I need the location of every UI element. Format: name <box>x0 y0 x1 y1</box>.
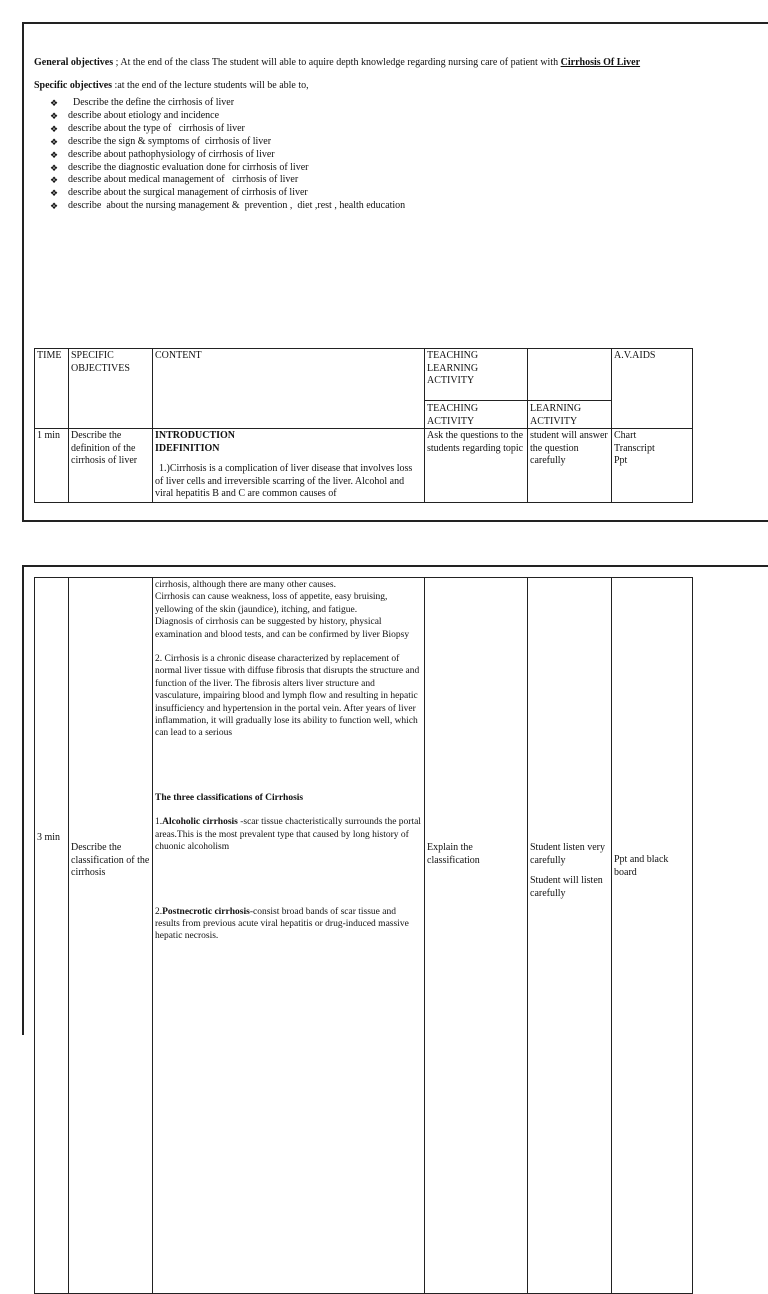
list-item: ❖ describe the diagnostic evaluation done for cirrhosis of liver <box>50 161 309 173</box>
header-content: CONTENT <box>153 349 425 429</box>
header-specific-objectives: SPECIFIC OBJECTIVES <box>69 349 153 429</box>
header-time: TIME <box>35 349 69 429</box>
row-teaching-activity: Ask the questions to the students regarding topic <box>425 429 528 503</box>
content-paragraph: cirrhosis, although there are many other causes. <box>155 580 336 590</box>
content-paragraph: Diagnosis of cirrhosis can be suggested by history, physical examination and blood tests, and can be confirmed by liver Biopsy <box>155 617 410 640</box>
header-teaching-activity: TEACHING ACTIVITY <box>425 400 527 428</box>
alcoholic-cirrhosis-paragraph: 1.Alcoholic cirrhosis -scar tissue chacteristically surrounds the portal areas.This is the most prevalent type that caused by long history of chuonic alcoholism <box>155 817 421 853</box>
header-learning-activity: LEARNING ACTIVITY <box>528 400 611 428</box>
row-time: 3 min <box>35 578 69 1294</box>
row-objective: Describe the classification of the cirrhosis <box>69 578 153 1294</box>
diamond-bullet-icon: ❖ <box>50 188 59 199</box>
document-page-2 <box>22 565 768 1035</box>
list-item: ❖ describe about the surgical management of cirrhosis of liver <box>50 187 308 199</box>
diamond-bullet-icon: ❖ <box>50 123 59 134</box>
list-item: ❖ describe about the type of cirrhosis of liver <box>50 122 245 134</box>
diamond-bullet-icon: ❖ <box>50 98 59 108</box>
general-objectives-label: General objectives <box>34 57 114 68</box>
specific-objectives-text: :at the end of the lecture students will be able to, <box>112 80 309 91</box>
topic-title: Cirrhosis Of Liver <box>560 57 641 68</box>
content-paragraph: Cirrhosis can cause weakness, loss of appetite, easy bruising, yellowing of the skin (jaundice), itching, and fatigue. <box>155 592 388 615</box>
diamond-bullet-icon: ❖ <box>50 201 59 212</box>
list-item: ❖ describe about the nursing management & prevention , diet ,rest , health education <box>50 200 406 212</box>
list-item: ❖ describe about medical management of cirrhosis of liver <box>50 174 299 186</box>
intro-heading: INTRODUCTION <box>155 430 236 441</box>
table-header-row <box>35 349 693 429</box>
diamond-bullet-icon: ❖ <box>50 162 59 173</box>
list-item: ❖ describe about etiology and incidence <box>50 109 220 121</box>
table-row <box>35 429 693 503</box>
list-item: ❖ describe about pathophysiology of cirrhosis of liver <box>50 148 275 160</box>
general-objectives <box>34 56 764 70</box>
header-av-aids: A.V.AIDS <box>612 349 693 429</box>
row-objective: Describe the definition of the cirrhosis of liver <box>69 429 153 503</box>
document-page-1 <box>22 22 768 522</box>
header-tla: TEACHING LEARNING ACTIVITY <box>427 350 479 386</box>
row-time: 1 min <box>35 429 69 503</box>
diamond-bullet-icon: ❖ <box>50 110 59 121</box>
row-content <box>153 578 425 1294</box>
row-learning-activity: student will answer the question carefully <box>528 429 612 503</box>
header-teaching-learning <box>425 349 528 429</box>
diamond-bullet-icon: ❖ <box>50 175 59 186</box>
general-objectives-text: ; At the end of the class The student will able to aquire depth knowledge regarding nursing care of patient with <box>113 57 561 68</box>
lesson-plan-table <box>34 348 693 503</box>
content-paragraph: 2. Cirrhosis is a chronic disease characterized by replacement of normal liver tissue with diffuse fibrosis that disrupts the structure and function of the liver. The fibrosis alters liver structure and vasculature, impairing blood and lymph flow and resulting in hepatic insufficiency and hypertension in the portal vein. After years of liver inflammation, it will gradually lose its ability to function well, which can lead to a serious <box>155 654 420 739</box>
definition-heading: IDEFINITION <box>155 442 220 454</box>
learning-activity-2: Student will listen carefully <box>530 875 603 899</box>
specific-objectives-label: Specific objectives <box>34 80 113 91</box>
row-content <box>153 429 425 503</box>
diamond-bullet-icon: ❖ <box>50 149 59 160</box>
header-learning-cell <box>528 349 612 429</box>
table-row <box>35 578 693 1294</box>
list-item: ❖ Describe the define the cirrhosis of liver <box>50 97 235 108</box>
objectives-list <box>50 97 405 213</box>
definition-paragraph: 1.)Cirrhosis is a complication of liver disease that involves loss of liver cells and irreversible scarring of the liver. Alcohol and viral hepatitis B and C are common causes of <box>155 463 413 499</box>
diamond-bullet-icon: ❖ <box>50 136 59 147</box>
list-item: ❖ describe the sign & symptoms of cirrhosis of liver <box>50 135 272 147</box>
row-learning-activity <box>528 578 612 1294</box>
row-av-aids: Ppt and black board <box>612 578 693 1294</box>
learning-activity-1: Student listen very carefully <box>530 842 605 866</box>
lesson-plan-table-continued <box>34 577 693 1294</box>
specific-objectives <box>34 79 309 93</box>
postnecrotic-cirrhosis-paragraph: 2.Postnecrotic cirrhosis-consist broad bands of scar tissue and results from previous acute viral hepatitis or drug-induced massive hepatic necrosis. <box>155 906 409 942</box>
row-av-aids: Chart Transcript Ppt <box>612 429 693 503</box>
row-teaching-activity: Explain the classification <box>425 578 528 1294</box>
classification-heading: The three classifications of Cirrhosis <box>155 792 304 803</box>
